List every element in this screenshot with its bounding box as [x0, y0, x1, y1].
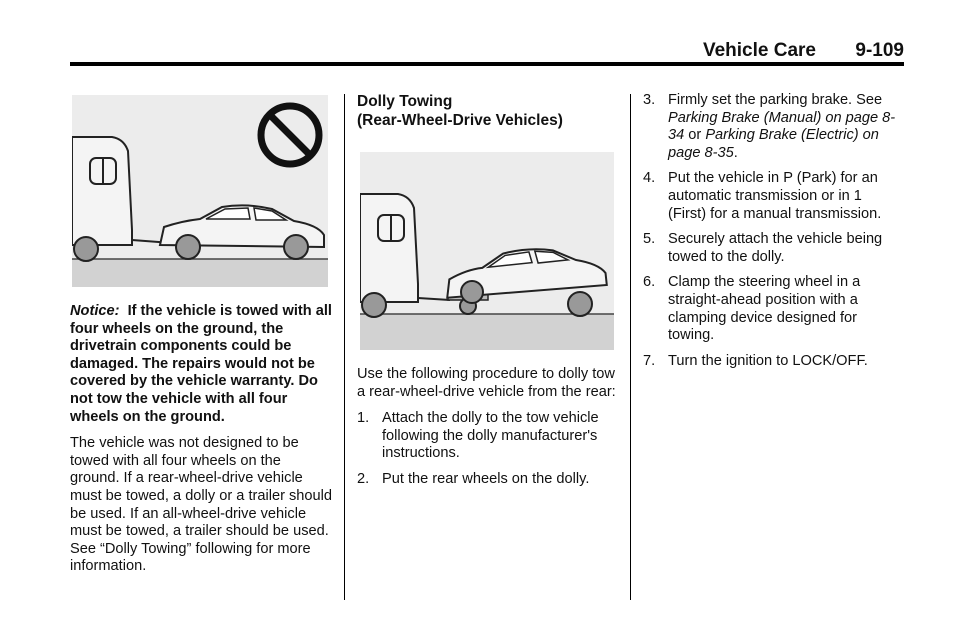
cross-reference-link[interactable]: Parking Brake (Manual) on page 8-34	[668, 109, 896, 144]
cross-reference-link[interactable]: Parking Brake (Electric) on page 8-35	[668, 127, 879, 161]
intro-paragraph: Use the following procedure to dolly tow a rear-wheel-drive vehicle from the rear:	[357, 366, 616, 400]
body-paragraph: The vehicle was not designed to be towed with all four wheels on the ground. If a rear-wheel-drive vehicle must be towed, a dolly or a trailer should be used. If an all-wheel-drive vehicle must be towed, a trailer should be used. See “Dolly Towing” following for more information.	[70, 435, 333, 575]
illustration-flat-tow-prohibited	[72, 95, 328, 287]
page-number: 9-109	[855, 40, 904, 61]
column-2	[357, 92, 619, 142]
step-text: Securely attach the vehicle being towed to the dolly.	[668, 231, 883, 265]
section-heading-line-2: (Rear-Wheel-Drive Vehicles)	[357, 112, 563, 129]
list-item	[643, 353, 901, 371]
step-number: 1.	[357, 410, 370, 427]
step-text-post: .	[733, 144, 738, 161]
header-rule	[70, 62, 904, 66]
step-text: Put the rear wheels on the dolly.	[382, 470, 590, 487]
section-heading	[357, 92, 619, 130]
notice-text: If the vehicle is towed with all four wheels on the ground, the drivetrain components could be damaged. The repairs would not be covered by the vehicle warranty. Do not tow the vehicle with all four wheels on the ground.	[70, 303, 332, 425]
step-number: 3.	[643, 92, 656, 108]
list-item	[643, 170, 901, 223]
notice-paragraph	[70, 303, 332, 426]
step-number: 6.	[643, 274, 656, 291]
dolly-tow-illustration	[360, 152, 614, 350]
column-divider	[630, 94, 631, 600]
step-number: 4.	[643, 170, 656, 187]
column-1	[70, 303, 332, 585]
illustration-dolly-tow	[360, 152, 614, 350]
section-title: Vehicle Care	[702, 40, 816, 61]
steps-list	[357, 410, 619, 488]
list-item	[643, 92, 901, 162]
step-number: 5.	[643, 231, 656, 248]
step-text: Clamp the steering wheel in a straight-ahead position with a clamping device designed for towing.	[668, 274, 861, 344]
step-text: Put the vehicle in P (Park) for an automatic transmission or in 1 (First) for a manual transmission.	[668, 170, 882, 222]
column-2-body	[357, 366, 619, 497]
step-number: 2.	[357, 470, 370, 487]
step-text-mid: or	[684, 127, 706, 144]
flat-tow-illustration	[72, 95, 328, 287]
step-text-pre: Firmly set the parking brake. See	[668, 92, 883, 108]
steps-list-continued	[643, 92, 901, 370]
list-item	[643, 274, 901, 344]
list-item	[643, 231, 901, 266]
column-divider	[344, 94, 345, 600]
list-item	[357, 471, 619, 489]
step-text: Turn the ignition to LOCK/OFF.	[668, 352, 868, 369]
step-number: 7.	[643, 352, 656, 369]
column-3	[643, 92, 901, 378]
step-text: Attach the dolly to the tow vehicle following the dolly manufacturer's instructions.	[382, 410, 599, 462]
notice-label: Notice:	[70, 303, 120, 319]
list-item	[357, 410, 619, 463]
section-heading-line-1: Dolly Towing	[357, 93, 453, 110]
